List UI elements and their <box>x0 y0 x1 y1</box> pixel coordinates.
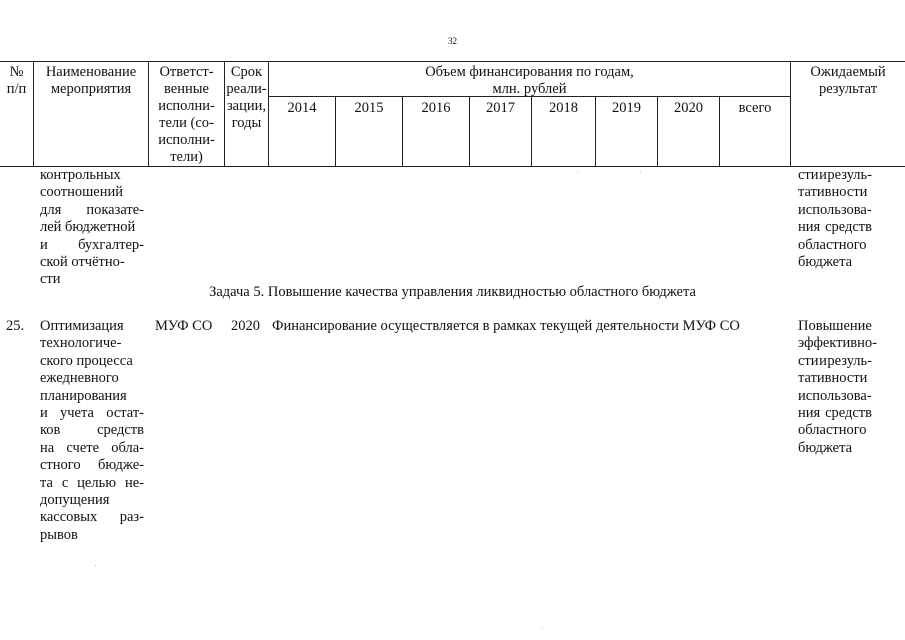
text-line <box>40 422 144 439</box>
row-25-responsible: МУФ СО <box>155 318 213 334</box>
header-name <box>34 64 148 98</box>
text-line: Оптимизация <box>40 318 124 334</box>
header-num-line: № <box>9 64 24 80</box>
text-line <box>798 167 872 184</box>
word: ков <box>40 422 61 439</box>
word: не- <box>124 474 144 491</box>
word: сти <box>798 167 819 183</box>
word: бухгалтер- <box>78 236 144 253</box>
word: счете <box>66 439 100 456</box>
row-25-term: 2020 <box>231 318 260 334</box>
text-line <box>40 475 144 492</box>
text-line: ежедневного <box>40 370 119 387</box>
text-line: тативности <box>798 370 868 387</box>
text-line: использова- <box>798 201 872 218</box>
year-2016: 2016 <box>421 100 451 116</box>
word: обла- <box>111 439 144 456</box>
text-line: соотношений <box>40 184 123 201</box>
text-line: допущения <box>40 492 110 509</box>
word: и <box>819 167 827 183</box>
word: бюдже- <box>98 457 144 474</box>
word: на <box>40 439 55 456</box>
word: резуль- <box>827 352 872 369</box>
header-responsible-line: венные <box>164 81 209 97</box>
text-line: бюджета <box>798 439 853 456</box>
scan-speck <box>640 172 641 173</box>
year-2019: 2019 <box>612 100 641 116</box>
text-line <box>798 219 872 236</box>
text-line: планирования <box>40 387 127 404</box>
word: раз- <box>119 509 144 526</box>
financing-title-line: Объем финансирования по годам, <box>425 64 634 80</box>
page-number: 32 <box>448 36 457 46</box>
word: ния <box>798 219 821 236</box>
word: для <box>40 201 62 218</box>
word: та <box>40 474 53 491</box>
header-expected-line: Ожидаемый <box>810 64 886 80</box>
word: кассовых <box>40 509 98 526</box>
financing-title-line: млн. рублей <box>492 81 567 97</box>
text-line: технологиче- <box>40 335 122 352</box>
header-responsible-line: тели) <box>170 149 203 165</box>
word: и <box>40 405 48 422</box>
text-line: контрольных <box>40 167 121 183</box>
word: остат- <box>106 405 144 422</box>
header-term-line: зации, <box>226 98 267 114</box>
text-line: ской отчётно- <box>40 254 125 271</box>
header-num <box>0 64 33 98</box>
word: ния <box>798 405 821 422</box>
task-title: Задача 5. Повышение качества управления ликвидностью областного бюджета <box>209 284 696 300</box>
text-line: ского процесса <box>40 352 133 369</box>
header-responsible-line: Ответст- <box>159 64 214 80</box>
header-responsible <box>149 64 224 166</box>
text-line <box>40 457 144 474</box>
year-2017: 2017 <box>486 100 515 116</box>
header-term-line: Срок <box>230 64 263 80</box>
text-line: рывов <box>40 526 78 543</box>
word: показате- <box>86 201 144 218</box>
table-top-border <box>0 61 905 62</box>
text-line <box>798 405 872 422</box>
header-expected-line: результат <box>818 81 878 97</box>
header-expected-result <box>791 64 905 98</box>
word: с <box>61 474 69 491</box>
continued-row-result <box>798 167 872 271</box>
header-responsible-line: исполни- <box>158 98 215 114</box>
year-total: всего <box>738 100 772 116</box>
word: учета <box>60 405 94 422</box>
year-2014: 2014 <box>287 100 317 116</box>
header-term-line: годы <box>231 115 262 131</box>
word: стного <box>40 457 81 474</box>
text-line <box>40 202 144 219</box>
header-name-line: Наименование <box>45 64 137 80</box>
word: и <box>40 236 48 253</box>
row-25-name <box>40 318 144 544</box>
text-line: областного <box>798 236 867 253</box>
text-line <box>40 509 144 526</box>
year-2018: 2018 <box>549 100 578 116</box>
text-line: использова- <box>798 387 872 404</box>
header-num-line: п/п <box>6 81 27 97</box>
word: сти <box>798 352 819 369</box>
text-line: лей бюджетной <box>40 219 136 236</box>
text-line: бюджета <box>798 254 853 271</box>
text-line: тативности <box>798 184 868 201</box>
header-term-line: реали- <box>226 81 267 97</box>
row-25-number: 25. <box>6 318 25 334</box>
text-line <box>798 353 872 370</box>
text-line <box>40 440 144 457</box>
text-line <box>40 237 144 254</box>
text-line: Повышение <box>798 318 872 334</box>
text-line <box>40 405 144 422</box>
header-responsible-line: исполни- <box>158 132 215 148</box>
word: средств <box>825 219 872 236</box>
word: средств <box>97 422 144 439</box>
word: целью <box>77 474 117 491</box>
word: и <box>819 352 827 369</box>
text-line: сти <box>40 271 61 288</box>
header-responsible-line: тели (со- <box>159 115 214 131</box>
year-2015: 2015 <box>354 100 384 116</box>
text-line: эффективно- <box>798 335 877 352</box>
year-2020: 2020 <box>674 100 703 116</box>
row-25-financing-note: Финансирование осуществляется в рамках текущей деятельности МУФ СО <box>272 318 740 334</box>
header-name-line: мероприятия <box>50 81 132 97</box>
header-financing-title <box>269 64 790 98</box>
header-term <box>225 64 268 132</box>
word: средств <box>825 405 872 422</box>
scan-speck <box>542 628 543 629</box>
continued-row-name <box>40 167 144 289</box>
scan-speck <box>577 172 578 173</box>
row-25-result <box>798 318 877 457</box>
text-line: областного <box>798 422 867 439</box>
word: резуль- <box>827 167 872 183</box>
scan-speck <box>95 565 96 566</box>
